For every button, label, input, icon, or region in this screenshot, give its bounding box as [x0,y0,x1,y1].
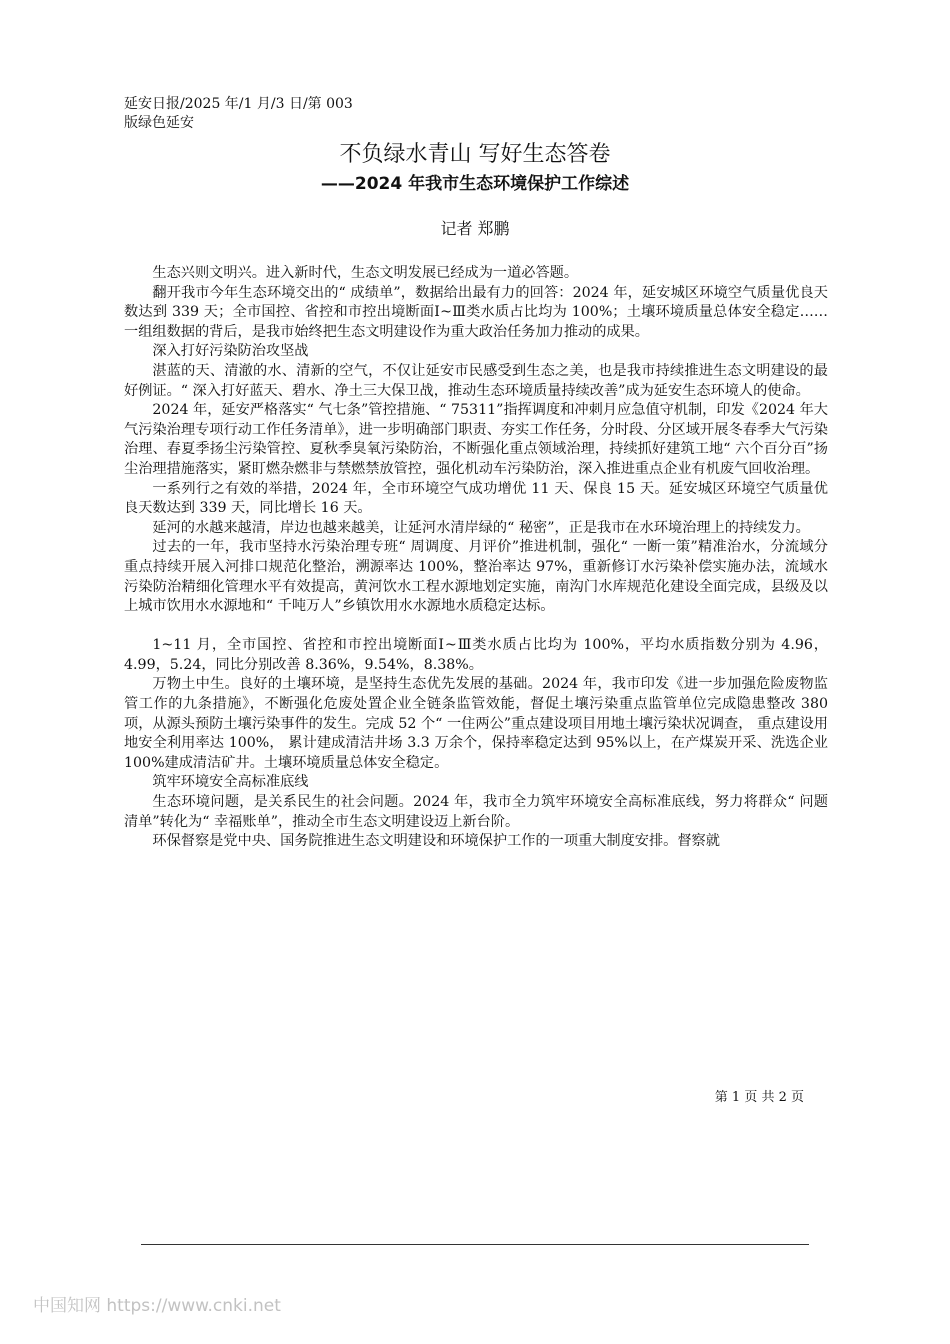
paragraph: 一系列行之有效的举措，2024 年，全市环境空气成功增优 11 天、保良 15 天。延安城区环境空气质量优良天数达到 339 天，同比增长 16 天。 [124,480,828,517]
paragraph: 过去的一年，我市坚持水污染治理专班“ 周调度、月评价”推进机制，强化“ 一断一策”精准治水，分流域分重点持续开展入河排口规范化整治，溯源率达 100%，整治率达 97%，重新修订水污染补偿实施办法，流域水污染防治精细化管理水平有效提高，黄河饮水工程水源地划定实施，南沟门水库规范化建设全面完成，县级及以上城市饮用水水源地和“ 千吨万人”乡镇饮用水水源地水质稳定达标。 [124,539,828,615]
article-body [124,264,828,852]
site-watermark: 中国知网 https://www.cnki.net [33,1296,281,1316]
section-line: 版绿色延安 [124,115,194,131]
article-subtitle: ——2024 年我市生态环境保护工作综述 [320,174,630,194]
source-line: 延安日报/2025 年/1 月/3 日/第 003 [124,96,353,112]
paragraph: 翻开我市今年生态环境交出的“ 成绩单”，数据给出最有力的回答：2024 年，延安城区环境空气质量优良天数达到 339 天；全市国控、省控和市控出境断面Ⅰ~Ⅲ类水质占比均为 100%；土壤环境质量总体安全稳定……一组组数据的背后，是我市始终把生态文明建设作为重大政治任务加力推动的成果。 [124,284,828,340]
paragraph: 2024 年，延安严格落实“ 气七条”管控措施、“ 75311”指挥调度和冲刺月应急值守机制，印发《2024 年大气污染治理专项行动工作任务清单》，进一步明确部门职责、夯实工作任务，分时段、分区域开展冬春季大气污染治理、春夏季扬尘污染管控、夏秋季臭氧污染防治，不断强化重点领域治理，持续抓好建筑工地“ 六个百分百”扬尘治理措施落实，紧盯燃杂燃非与禁燃禁放管控，强化机动车污染防治，深入推进重点企业有机废气回收治理。 [124,402,828,477]
paragraph: 万物土中生。良好的土壤环境，是坚持生态优先发展的基础。2024 年，我市印发《进一步加强危险废物监管工作的九条措施》，不断强化危废处置企业全链条监管效能，督促土壤污染重点监管单位完成隐患整改 380 项，从源头预防土壤污染事件的发生。完成 52 个“ 一住两公”重点建设项目用地土壤污染状况调查， 重点建设用地安全利用率达 100%， 累计建成清洁井场 3.3 万余个，保持率稳定达到 95%以上，在产煤炭开采、洗选企业 100%建成清洁矿井。土壤环境质量总体安全稳定。 [124,676,828,771]
paragraph: 湛蓝的天、清澈的水、清新的空气，不仅让延安市民感受到生态之美，也是我市持续推进生态文明建设的最好例证。“ 深入打好蓝天、碧水、净土三大保卫战，推动生态环境质量持续改善”成为延安生态环境人的使命。 [124,362,828,399]
section-heading: 深入打好污染防治攻坚战 [152,343,309,360]
paragraph: 1~11 月，全市国控、省控和市控出境断面Ⅰ~Ⅲ类水质占比均为 100%，平均水质指数分别为 4.96，4.99，5.24，同比分别改善 8.36%，9.54%，8.38%。 [124,637,828,673]
paragraph: 延河的水越来越清，岸边也越来越美，让延河水清岸绿的“ 秘密”，正是我市在水环境治理上的持续发力。 [152,519,810,536]
paragraph: 生态兴则文明兴。进入新时代，生态文明发展已经成为一道必答题。 [152,265,579,281]
section-heading: 筑牢环境安全高标准底线 [152,774,309,791]
article-title: 不负绿水青山 写好生态答卷 [339,142,611,167]
article-author: 记者 郑鹏 [440,219,510,238]
page-number: 第 1 页 共 2 页 [714,1090,804,1105]
paragraph: 生态环境问题，是关系民生的社会问题。2024 年，我市全力筑牢环境安全高标准底线，努力将群众“ 问题清单”转化为“ 幸福账单”，推动全市生态文明建设迈上新台阶。 [124,794,828,830]
footer-divider [141,1244,809,1245]
publication-info [124,95,624,133]
paragraph: 环保督察是党中央、国务院推进生态文明建设和环境保护工作的一项重大制度安排。督察就 [152,833,720,850]
